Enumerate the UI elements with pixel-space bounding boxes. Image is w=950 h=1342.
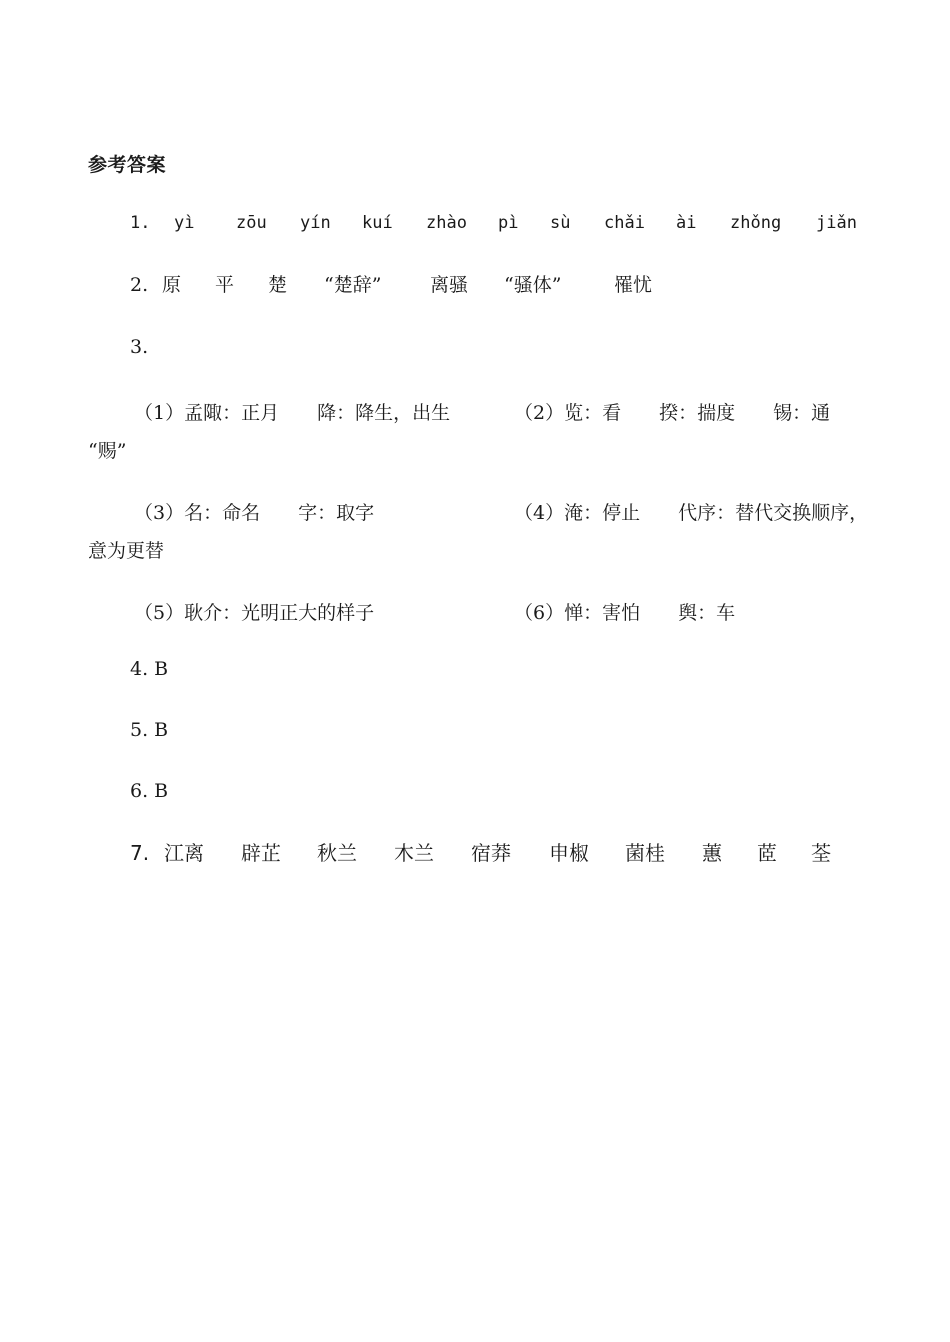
answer-item: 申椒 xyxy=(549,841,589,865)
answer-2 xyxy=(130,276,652,295)
answer-item: 罹忧 xyxy=(614,274,653,296)
answer-item: 菌桂 xyxy=(625,841,665,865)
answer-5: 5. B xyxy=(130,719,169,741)
answer-item: 平 xyxy=(215,274,235,296)
answer-item: 原 xyxy=(162,274,182,296)
answer-item: 楚 xyxy=(268,274,288,296)
pinyin-item: pì xyxy=(498,213,519,233)
answer-1 xyxy=(130,215,857,232)
pinyin-item: kuí xyxy=(362,213,393,233)
answer-3-sub3: （3）名：命名 字：取字 xyxy=(134,502,375,524)
answer-3-label: 3. xyxy=(130,336,149,358)
answer-1-label: 1. xyxy=(130,213,151,233)
pinyin-item: jiǎn xyxy=(816,213,857,233)
answer-4: 4. B xyxy=(130,658,169,680)
answer-3-sub6: （6）惮：害怕 舆：车 xyxy=(514,602,736,624)
answer-3-sub5: （5）耿介：光明正大的样子 xyxy=(134,602,375,624)
answer-item: 荃 xyxy=(811,841,831,865)
answer-3-sub1: （1）孟陬：正月 降：降生，出生 xyxy=(134,402,451,424)
answer-item: “骚体” xyxy=(504,274,562,296)
answer-item: 辟芷 xyxy=(241,841,281,865)
answer-2-label: 2. xyxy=(130,274,149,296)
answer-3-sub2-continued: “赐” xyxy=(88,440,127,462)
answer-item: 宿莽 xyxy=(471,841,511,865)
answer-3-sub4-continued: 意为更替 xyxy=(88,540,165,562)
pinyin-item: zhǒng xyxy=(730,213,782,233)
pinyin-item: sù xyxy=(550,213,571,233)
answer-item: 蕙 xyxy=(702,841,722,865)
pinyin-item: yì xyxy=(174,213,195,233)
answer-item: “楚辞” xyxy=(324,274,382,296)
answer-item: 木兰 xyxy=(394,841,434,865)
answer-item: 江离 xyxy=(164,841,204,865)
answer-3-sub2: （2）览：看 揆：揣度 锡：通 xyxy=(514,402,831,424)
pinyin-item: yín xyxy=(300,213,331,233)
pinyin-item: chǎi xyxy=(604,213,645,233)
answer-7 xyxy=(130,843,831,863)
page-title: 参考答案 xyxy=(88,154,167,176)
answer-3-sub4: （4）淹：停止 代序：替代交换顺序， xyxy=(514,502,869,524)
answer-item: 离骚 xyxy=(430,274,469,296)
pinyin-item: zhào xyxy=(426,213,467,233)
pinyin-item: ài xyxy=(676,213,697,233)
pinyin-item: zōu xyxy=(236,213,267,233)
answer-item: 茝 xyxy=(757,841,777,865)
answer-6: 6. B xyxy=(130,780,169,802)
answer-7-label: 7. xyxy=(130,841,150,865)
answer-item: 秋兰 xyxy=(317,841,357,865)
